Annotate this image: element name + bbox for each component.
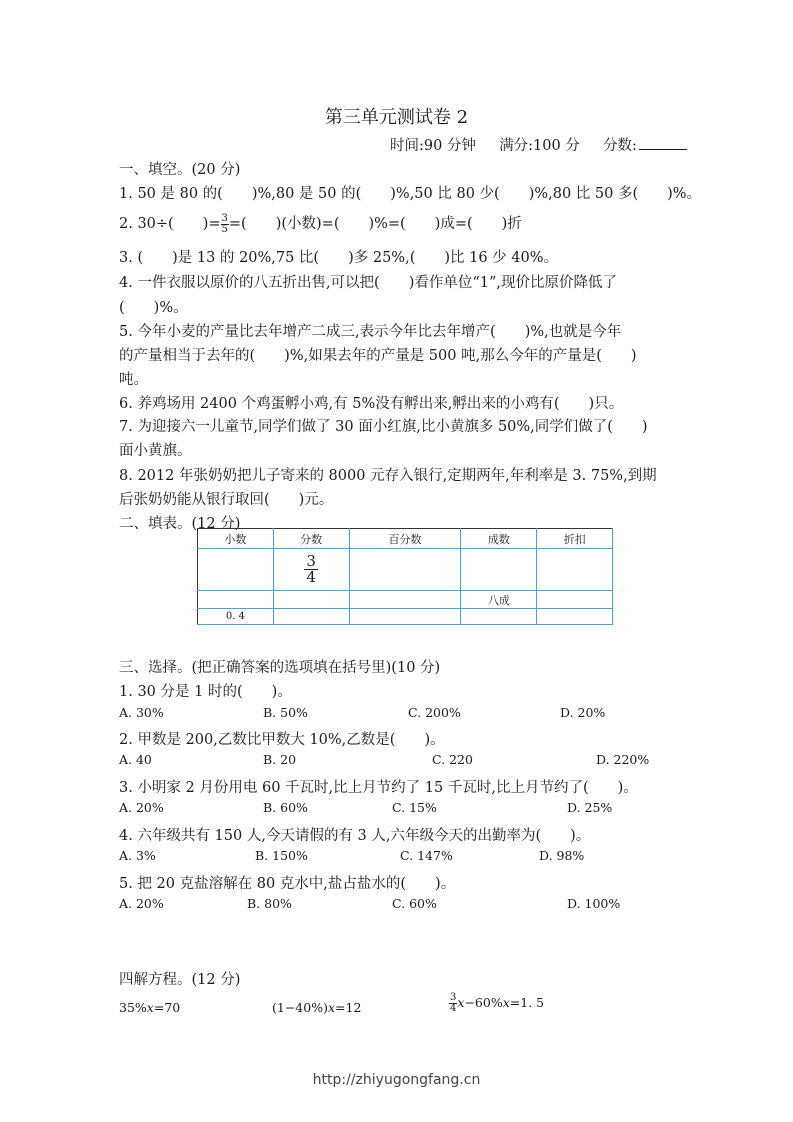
table-cell[interactable] — [349, 609, 461, 625]
table-cell[interactable] — [461, 609, 537, 625]
time-label: 时间:90 分钟 — [390, 138, 476, 154]
q3-2: 2. 甲数是 200,乙数比甲数大 10%,乙数是( )。 — [119, 732, 445, 748]
fraction-3-4: $\frac{3}{4}$ — [450, 992, 457, 1014]
option-a[interactable]: A. 40 — [119, 752, 152, 767]
option-d[interactable]: D. 220% — [596, 752, 650, 767]
table-cell: 八成 — [461, 591, 537, 609]
section1-heading: 一、填空。(20 分) — [119, 162, 241, 178]
section3-heading: 三、选择。(把正确答案的选项填在括号里)(10 分) — [119, 660, 441, 676]
table-cell[interactable] — [349, 549, 461, 591]
header-info — [390, 134, 687, 155]
option-d[interactable]: D. 98% — [539, 848, 585, 863]
q1-5-line3: 吨。 — [119, 372, 148, 388]
option-c[interactable]: C. 147% — [400, 848, 453, 863]
option-a[interactable]: A. 20% — [119, 896, 164, 911]
table-header: 分数 — [273, 529, 349, 549]
table-header: 成数 — [461, 529, 537, 549]
fill-table — [197, 528, 613, 625]
table-cell[interactable] — [537, 591, 613, 609]
q1-4-line1: 4. 一件衣服以原价的八五折出售,可以把( )看作单位“1”,现价比原价降低了 — [119, 275, 618, 291]
option-b[interactable]: B. 80% — [247, 896, 292, 911]
fraction-3-5: $\frac{3}{5}$ — [221, 212, 228, 235]
q3-1: 1. 30 分是 1 时的( )。 — [119, 684, 292, 700]
q1-5-line2: 的产量相当于去年的( )%,如果去年的产量是 500 吨,那么今年的产量是( ) — [119, 348, 637, 364]
table-cell[interactable] — [461, 549, 537, 591]
q3-4: 4. 六年级共有 150 人,今天请假的有 3 人,六年级今天的出勤率为( )。 — [119, 828, 591, 844]
option-b[interactable]: B. 50% — [263, 705, 308, 720]
option-d[interactable]: D. 25% — [567, 800, 613, 815]
section2-heading: 二、填表。(12 分) — [119, 516, 241, 532]
q1-8-line1: 8. 2012 年张奶奶把儿子寄来的 8000 元存入银行,定期两年,年利率是 3. 75%,到期 — [119, 468, 657, 484]
table-header: 百分数 — [349, 529, 461, 549]
full-score-label: 满分:100 分 — [499, 138, 580, 154]
q1-1: 1. 50 是 80 的( )%,80 是 50 的( )%,50 比 80 少( )%,80 比 50 多( )%。 — [119, 186, 702, 202]
table-cell[interactable] — [198, 591, 274, 609]
table-cell: 0. 4 — [198, 609, 274, 625]
option-b[interactable]: B. 150% — [255, 848, 308, 863]
table-header: 小数 — [198, 529, 274, 549]
q1-5-line1: 5. 今年小麦的产量比去年增产二成三,表示今年比去年增产( )%,也就是今年 — [119, 324, 622, 340]
page-title: 第三单元测试卷 2 — [324, 107, 469, 128]
q1-8-line2: 后张奶奶能从银行取回( )元。 — [119, 492, 334, 508]
q1-2-suffix: =( )(小数)=( )%=( )成=( )折 — [228, 216, 522, 232]
option-a[interactable]: A. 30% — [119, 705, 164, 720]
equation-3: $\frac{3}{4}$ x−60%x=1. 5 — [450, 992, 545, 1014]
option-a[interactable]: A. 20% — [119, 800, 164, 815]
option-c[interactable]: C. 60% — [392, 896, 437, 911]
table-cell[interactable] — [537, 609, 613, 625]
table-cell[interactable] — [273, 609, 349, 625]
q3-3: 3. 小明家 2 月份用电 60 千瓦时,比上月节约了 15 千瓦时,比上月节约了( )。 — [119, 780, 638, 796]
q1-4-line2: ( )%。 — [119, 300, 188, 316]
option-c[interactable]: C. 200% — [408, 705, 461, 720]
q1-2 — [119, 212, 522, 235]
table-cell[interactable] — [273, 591, 349, 609]
section4-heading: 四解方程。(12 分) — [119, 972, 241, 988]
score-label: 分数: — [603, 138, 637, 154]
q3-5: 5. 把 20 克盐溶解在 80 克水中,盐占盐水的( )。 — [119, 876, 456, 892]
option-c[interactable]: C. 15% — [392, 800, 437, 815]
option-a[interactable]: A. 3% — [119, 848, 156, 863]
table-header: 折扣 — [537, 529, 613, 549]
equation-2: (1−40%)x=12 — [272, 1000, 362, 1015]
option-b[interactable]: B. 60% — [263, 800, 308, 815]
q1-2-prefix: 2. 30÷( )= — [119, 216, 221, 232]
option-b[interactable]: B. 20 — [263, 752, 297, 767]
table-cell[interactable] — [198, 549, 274, 591]
score-blank[interactable] — [639, 136, 687, 150]
table-cell[interactable] — [349, 591, 461, 609]
table-cell — [273, 549, 349, 591]
equation-1: 35%x=70 — [119, 1000, 181, 1015]
option-d[interactable]: D. 20% — [560, 705, 606, 720]
q1-3: 3. ( )是 13 的 20%,75 比( )多 25%,( )比 16 少 40%。 — [119, 250, 559, 266]
q1-6: 6. 养鸡场用 2400 个鸡蛋孵小鸡,有 5%没有孵出来,孵出来的小鸡有( )只。 — [119, 396, 624, 412]
table-cell[interactable] — [537, 549, 613, 591]
option-d[interactable]: D. 100% — [567, 896, 621, 911]
q1-7-line1: 7. 为迎接六一儿童节,同学们做了 30 面小红旗,比小黄旗多 50%,同学们做了( ) — [119, 419, 648, 435]
fraction-3-4: $\frac{3}{4}$ — [306, 552, 316, 586]
option-c[interactable]: C. 220 — [432, 752, 473, 767]
q1-7-line2: 面小黄旗。 — [119, 443, 192, 459]
footer-url[interactable]: http://zhiyugongfang.cn — [312, 1072, 481, 1088]
